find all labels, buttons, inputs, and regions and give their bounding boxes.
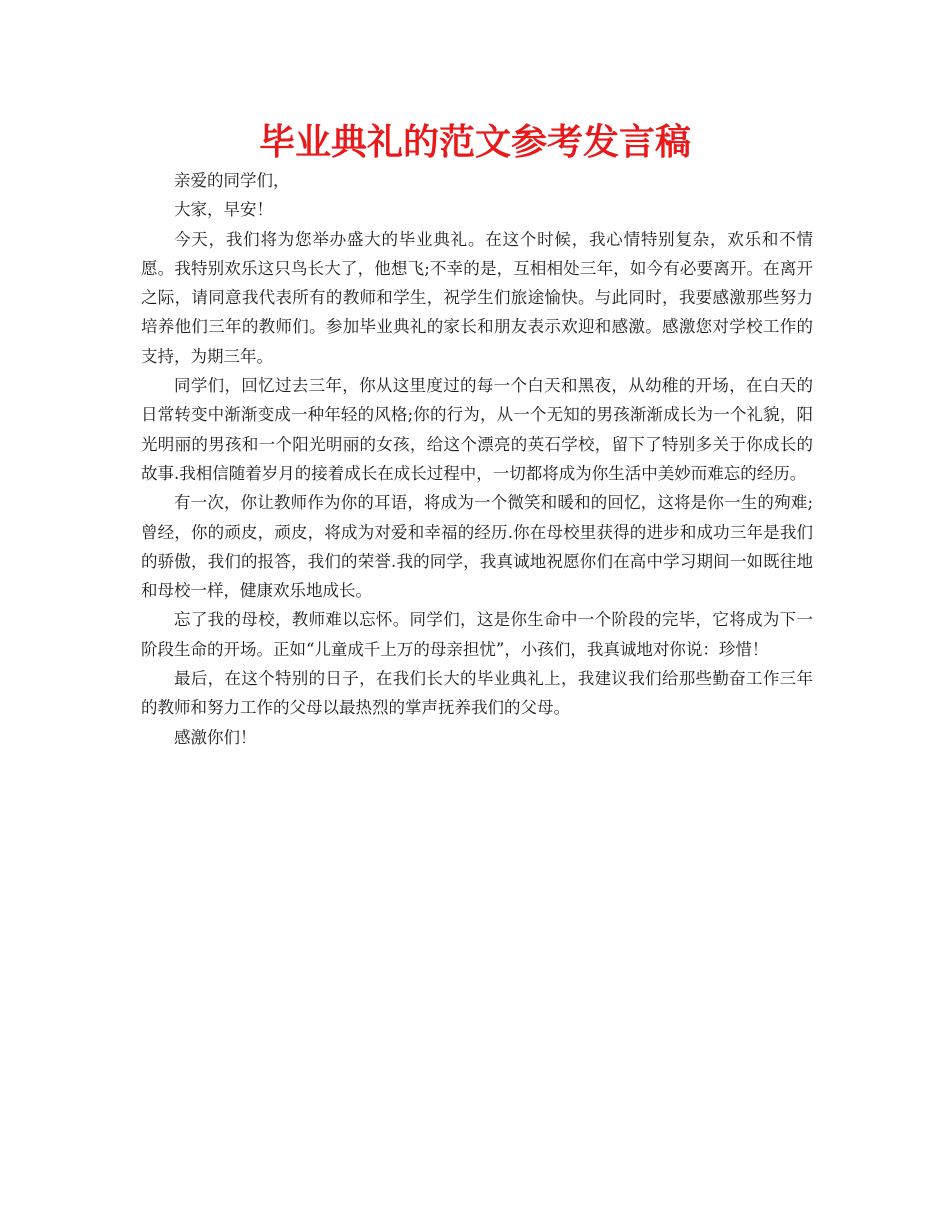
paragraph-3: 有一次，你让教师作为你的耳语，将成为一个微笑和暖和的回忆，这将是你一生的殉难;曾经，你的顽皮，顽皮，将成为对爱和幸福的经历.你在母校里获得的进步和成功三年是我们的骄傲，我们的报答，我们的荣誉.我的同学，我真诚地祝愿你们在高中学习期间一如既往地和母校一样，健康欢乐地成长。 xyxy=(141,493,813,601)
document-body xyxy=(141,166,813,752)
paragraph-closing: 感激你们！ xyxy=(174,727,257,747)
page-title: 毕业典礼的范文参考发言稿 xyxy=(258,122,691,163)
paragraph-5: 最后，在这个特别的日子，在我们长大的毕业典礼上，我建议我们给那些勤奋工作三年的教师和努力工作的父母以最热烈的掌声抚养我们的父母。 xyxy=(141,669,813,718)
paragraph-4: 忘了我的母校，教师难以忘怀。同学们，这是你生命中一个阶段的完毕，它将成为下一阶段生命的开场。正如“儿童成千上万的母亲担忧”，小孩们，我真诚地对你说：珍惜！ xyxy=(141,610,813,659)
paragraph-1: 今天，我们将为您举办盛大的毕业典礼。在这个时候，我心情特别复杂，欢乐和不情愿。我特别欢乐这只鸟长大了，他想飞;不幸的是，互相相处三年，如今有必要离开。在离开之际，请同意我代表所有的教师和学生，祝学生们旅途愉快。与此同时，我要感激那些努力培养他们三年的教师们。参加毕业典礼的家长和朋友表示欢迎和感激。感激您对学校工作的支持，为期三年。 xyxy=(141,229,813,366)
paragraph-salutation: 亲爱的同学们， xyxy=(174,171,290,190)
paragraph-2: 同学们，回忆过去三年，你从这里度过的每一个白天和黑夜，从幼稚的开场，在白天的日常转变中渐渐变成一种年轻的风格;你的行为，从一个无知的男孩渐渐成长为一个礼貌，阳光明丽的男孩和一个阳光明丽的女孩，给这个漂亮的英石学校，留下了特别多关于你成长的故事.我相信随着岁月的接着成长在成长过程中，一切都将成为你生活中美妙而难忘的经历。 xyxy=(141,376,813,483)
paragraph-greeting: 大家，早安！ xyxy=(174,200,273,220)
